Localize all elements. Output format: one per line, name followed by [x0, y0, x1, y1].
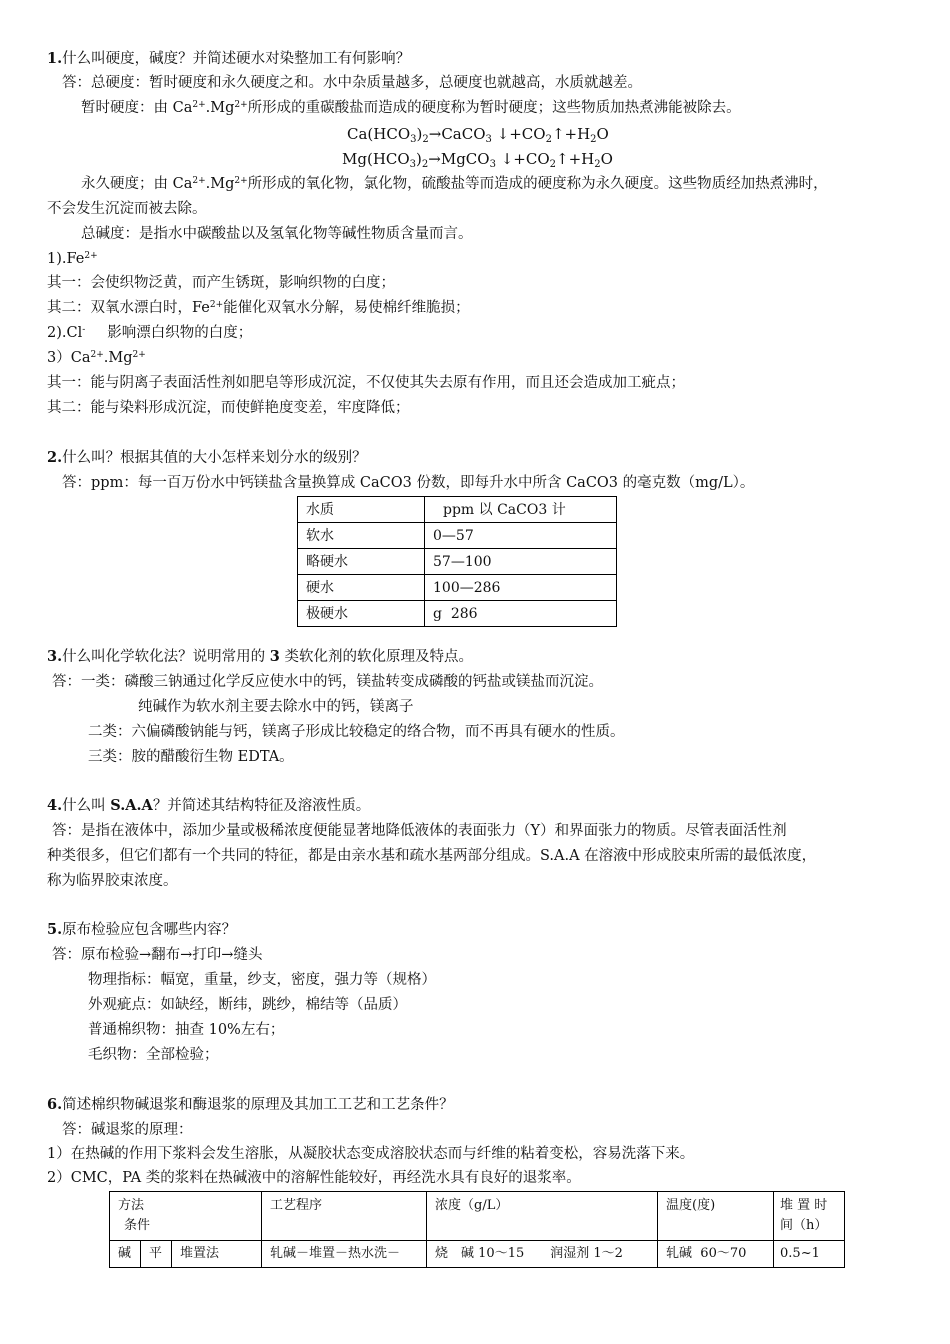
question-1-title: 1.什么叫硬度，碱度？并简述硬水对染整加工有何影响？: [47, 50, 411, 67]
table-cell: 平: [141, 1241, 172, 1268]
q6-answer-line-2: 1）在热碱的作用下浆料会发生溶胀，从凝胶状态变成溶胶状态而与纤维的粘着变松，容易洗落下来。: [47, 1146, 695, 1162]
table-cell: 轧碱 60～70: [658, 1241, 774, 1268]
q1-cl-line: 2).Cl- 影响漂白织物的白度；: [47, 325, 253, 341]
q5-answer-line-3: 外观疵点：如缺经，断纬，跳纱，棉结等（品质）: [88, 997, 407, 1013]
question-3-title: 3.什么叫化学软化法？说明常用的 3 类软化剂的软化原理及特点。: [47, 648, 473, 665]
desizing-process-table: [109, 1191, 845, 1268]
table-cell: 烧 碱 10～15 润湿剂 1～2: [427, 1241, 658, 1268]
q1-permanent-hardness: 永久硬度；由 $Ca^{2+}.Mg^{2+}$所形成的氧化物，氯化物，硫酸盐等而造成的硬度称为永久硬度。这些物质经加热煮沸时，: [81, 176, 828, 192]
table-cell: 100—286: [425, 575, 617, 601]
table-header-cell: 温度(度): [658, 1192, 774, 1241]
table-header-row: [110, 1192, 845, 1241]
table-row: [298, 575, 617, 601]
table-cell: 碱: [110, 1241, 141, 1268]
q1-fe-heading: $1).Fe^{2+}$: [47, 251, 98, 267]
equation-magnesium: $Mg(HCO_3)_2\to MgCO_3$ $↓+CO_2↑+H_2O$: [342, 150, 613, 170]
q1-ca-mg-heading: $3)Ca^{2+}.Mg^{2+}$: [47, 350, 146, 366]
equation-calcium: $Ca(HCO_3)_2\to CaCO_3$ $↓+CO_2↑+H_2O$: [347, 125, 609, 145]
table-cell: 轧碱－堆置－热水洗－: [262, 1241, 427, 1268]
q6-answer-line-3: 2）CMC，PA 类的浆料在热碱液中的溶解性能较好，再经洗水具有良好的退浆率。: [47, 1170, 581, 1186]
table-cell: 0—57: [425, 523, 617, 549]
q1-answer-total-hardness: 答：总硬度：暂时硬度和永久硬度之和。水中杂质量越多，总硬度也就越高，水质就越差。: [62, 75, 642, 91]
table-header-cell: ppm 以 CaCO3 计: [425, 497, 617, 523]
table-row: [298, 549, 617, 575]
table-row: [298, 601, 617, 627]
table-header-cell: 水质: [298, 497, 425, 523]
table-header-row: [298, 497, 617, 523]
table-cell: 堆置法: [172, 1241, 262, 1268]
table-cell: 极硬水: [298, 601, 425, 627]
question-4-title: 4.什么叫 S.A.A？并简述其结构特征及溶液性质。: [47, 797, 371, 814]
table-cell: 硬水: [298, 575, 425, 601]
table-row: [298, 523, 617, 549]
q1-fe-point-1: 其一：会使织物泛黄，而产生锈斑，影响织物的白度；: [47, 275, 395, 291]
q1-fe-point-2: 其二：双氧水漂白时，$Fe^{2+}$能催化双氧水分解，易使棉纤维脆损；: [47, 300, 470, 316]
table-cell: 57—100: [425, 549, 617, 575]
q1-total-alkalinity: 总碱度：是指水中碳酸盐以及氢氧化物等碱性物质含量而言。: [81, 226, 473, 242]
question-2-title: 2.什么叫？根据其值的大小怎样来划分水的级别？: [47, 449, 367, 466]
q1-permanent-hardness-cont: 不会发生沉淀而被去除。: [47, 201, 207, 217]
q5-answer-line-1: 答：原布检验→翻布→打印→缝头: [52, 947, 263, 963]
q1-ca-point-1: 其一：能与阴离子表面活性剂如肥皂等形成沉淀，不仅使其失去原有作用，而且还会造成加工疵点；: [47, 375, 685, 391]
q2-answer: 答：ppm：每一百万份水中钙镁盐含量换算成 CaCO3 份数，即每升水中所含 CaCO3 的毫克数（mg/L）。: [62, 475, 755, 491]
q5-answer-line-4: 普通棉织物：抽查 10%左右；: [88, 1022, 285, 1038]
table-cell: 0.5~1: [774, 1241, 845, 1268]
q5-answer-line-5: 毛织物：全部检验；: [88, 1047, 219, 1063]
question-6-title: 6.简述棉织物碱退浆和酶退浆的原理及其加工工艺和工艺条件？: [47, 1096, 454, 1113]
q4-answer-line-3: 称为临界胶束浓度。: [47, 873, 178, 889]
table-header-time: 堆 置 时 间（h）: [774, 1192, 845, 1241]
q3-answer-line-3: 二类：六偏磷酸钠能与钙，镁离子形成比较稳定的络合物，而不再具有硬水的性质。: [88, 724, 625, 740]
q3-answer-line-1: 答：一类：磷酸三钠通过化学反应使水中的钙，镁盐转变成磷酸的钙盐或镁盐而沉淀。: [52, 674, 603, 690]
table-header-cell: 浓度（g/L）: [427, 1192, 658, 1241]
table-cell: 软水: [298, 523, 425, 549]
question-5-title: 5.原布检验应包含哪些内容？: [47, 921, 237, 938]
table-header-cell: 工艺程序: [262, 1192, 427, 1241]
q6-answer-line-1: 答：碱退浆的原理：: [62, 1122, 193, 1138]
q1-temporary-hardness: 暂时硬度：由 $Ca^{2+}.Mg^{2+}$所形成的重碳酸盐而造成的硬度称为暂时硬度；这些物质加热煮沸能被除去。: [81, 100, 741, 116]
q1-ca-point-2: 其二：能与染料形成沉淀，而使鲜艳度变差，牢度降低；: [47, 400, 410, 416]
q4-answer-line-1: 答：是指在液体中，添加少量或极稀浓度便能显著地降低液体的表面张力（Y）和界面张力的物质。尽管表面活性剂: [52, 823, 787, 839]
table-cell: 略硬水: [298, 549, 425, 575]
q5-answer-line-2: 物理指标：幅宽，重量，纱支，密度，强力等（规格）: [88, 972, 436, 988]
table-cell: g 286: [425, 601, 617, 627]
q3-answer-line-4: 三类：胺的醋酸衍生物 EDTA。: [88, 749, 294, 765]
q4-answer-line-2: 种类很多，但它们都有一个共同的特征，都是由亲水基和疏水基两部分组成。S.A.A 在溶液中形成胶束所需的最低浓度，: [47, 848, 817, 864]
table-header-method: 方法 条件: [110, 1192, 262, 1241]
q3-answer-line-2: 纯碱作为软水剂主要去除水中的钙，镁离子: [138, 699, 414, 715]
water-hardness-table: [297, 496, 617, 627]
table-row: [110, 1241, 845, 1268]
